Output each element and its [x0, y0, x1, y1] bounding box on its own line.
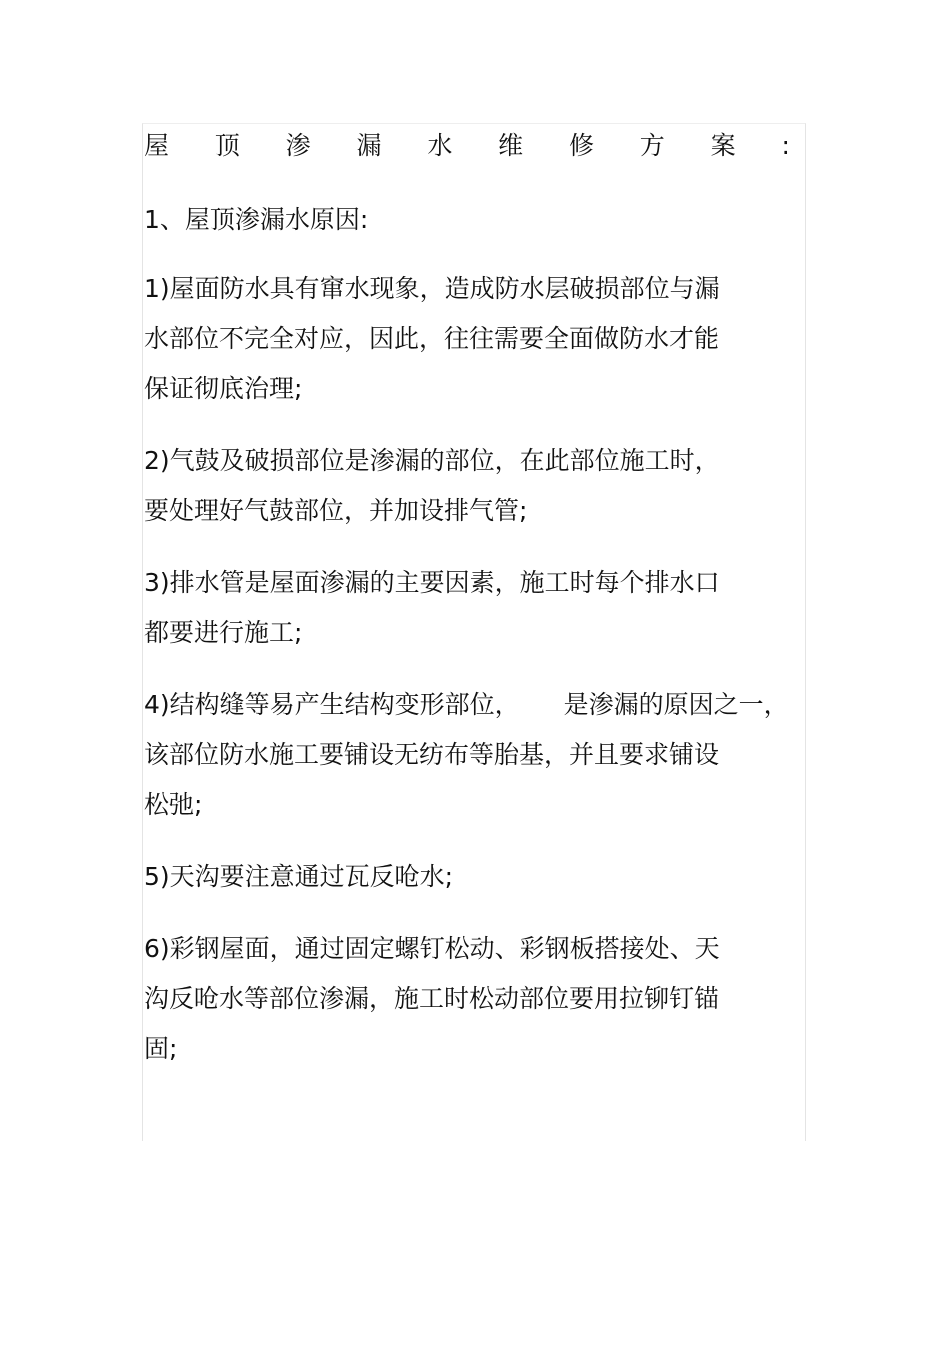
- paragraph-line: 3)排水管是屋面渗漏的主要因素，施工时每个排水口: [144, 568, 720, 597]
- paragraph-item-6: [144, 924, 790, 1074]
- paragraph-item-2: [144, 436, 790, 536]
- paragraph-line: 要处理好气鼓部位，并加设排气管;: [144, 496, 528, 525]
- title-char: 案: [710, 131, 736, 160]
- paragraph-line: 水部位不完全对应，因此，往往需要全面做防水才能: [144, 324, 720, 353]
- paragraph-line: 6)彩钢屋面，通过固定螺钉松动、彩钢板搭接处、天: [144, 934, 720, 963]
- title-char: 屋: [144, 131, 170, 160]
- paragraph-item-3: [144, 558, 790, 658]
- title-char: 方: [639, 131, 665, 160]
- document-title: [144, 124, 790, 168]
- paragraph-line: 5)天沟要注意通过瓦反呛水;: [144, 862, 454, 891]
- title-char: 水: [427, 131, 453, 160]
- title-char: :: [781, 131, 790, 160]
- title-char: 维: [498, 131, 524, 160]
- paragraph-line: 都要进行施工;: [144, 618, 303, 647]
- paragraph-line-part: 是渗漏的原因之一，: [563, 690, 789, 719]
- paragraph-line: 2)气鼓及破损部位是渗漏的部位，在此部位施工时，: [144, 446, 720, 475]
- document-body: [144, 124, 790, 1063]
- paragraph-line: 该部位防水施工要铺设无纺布等胎基，并且要求铺设: [144, 740, 720, 769]
- paragraph-line: [144, 680, 790, 730]
- paragraph-line: 松弛;: [144, 790, 203, 819]
- paragraph-line: 沟反呛水等部位渗漏，施工时松动部位要用拉铆钉锚: [144, 984, 720, 1013]
- title-char: 渗: [285, 131, 311, 160]
- paragraph-line-part: 4)结构缝等易产生结构变形部位，: [144, 690, 520, 719]
- paragraph-line: 固;: [144, 1034, 178, 1063]
- title-char: 漏: [356, 131, 382, 160]
- paragraph-item-5: [144, 852, 790, 902]
- title-char: 顶: [214, 131, 240, 160]
- paragraph-line: 保证彻底治理;: [144, 374, 303, 403]
- paragraph-item-4: [144, 680, 790, 830]
- title-char: 修: [568, 131, 594, 160]
- paragraph-line: 1)屋面防水具有窜水现象，造成防水层破损部位与漏: [144, 274, 720, 303]
- section-heading: 1、屋顶渗漏水原因:: [144, 205, 369, 234]
- paragraph-item-1: [144, 264, 790, 414]
